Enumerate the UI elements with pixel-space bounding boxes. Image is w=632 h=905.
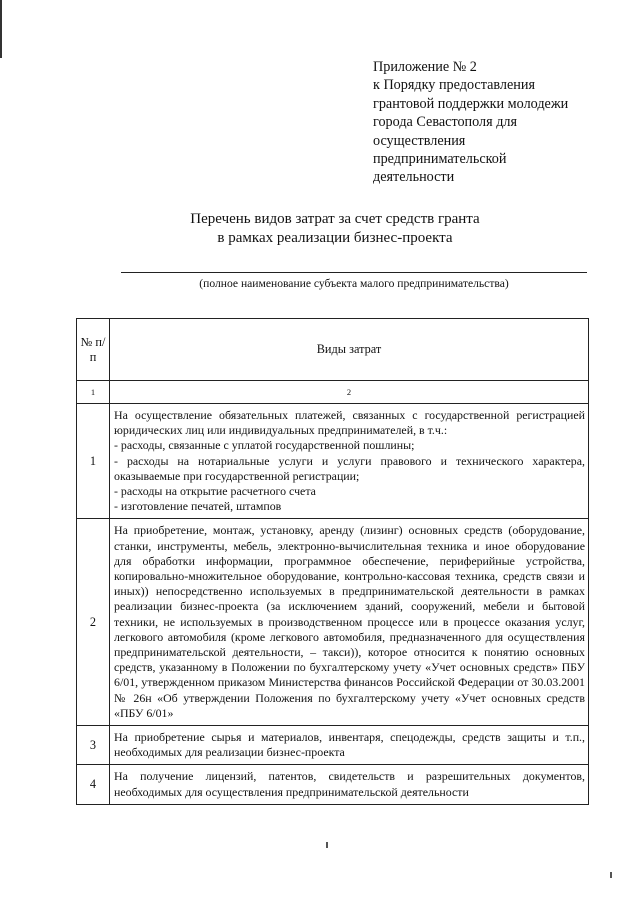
cost-types-table bbox=[76, 318, 589, 805]
row-description bbox=[110, 726, 589, 765]
annex-line: города Севастополя для bbox=[373, 114, 518, 131]
title-line-1: Перечень видов затрат за счет средств гранта bbox=[190, 211, 480, 227]
row-paragraph: На приобретение, монтаж, установку, аренду (лизинг) основных средств (оборудование, станки, инструменты, мебель, электронно-вычислительная техника и иное оборудование для обработки информации, программное обеспечение, периферийные устройства, копировально-множительное оборудование, контрольно-кассовая техника, средств связи и иных)) непосредственно используемых в предпринимательской деятельности в рамках реализации бизнес-проекта (за исключением зданий, сооружений, мебели и бытовой техники, не используемых в производственном процессе или в процессе оказания услуг, легкового автомобиля (кроме легкового автомобиля, предназначенного для осуществления предпринимательской деятельности, – такси)), которое относится к понятию основных средств, указанному в Положении по бухгалтерскому учету «Учет основных средств» ПБУ 6/01, утвержденном приказом Министерства финансов Российской Федерации от 30.03.2001 № 26н «Об утверждении Положения по бухгалтерскому учету «Учет основных средств «ПБУ 6/01» bbox=[114, 523, 585, 720]
title-line-2: в рамках реализации бизнес-проекта bbox=[217, 230, 453, 246]
row-paragraph: - изготовление печатей, штампов bbox=[114, 499, 282, 514]
row-paragraph: - расходы на открытие расчетного счета bbox=[114, 484, 316, 499]
row-number: 1 bbox=[77, 404, 110, 519]
annex-line: грантовой поддержки молодежи bbox=[373, 95, 569, 112]
entity-name-fill-line bbox=[121, 272, 587, 273]
row-paragraph: На осуществление обязательных платежей, связанных с государственной регистрацией юридических лиц или индивидуальных предпринимателей, в т.ч.: bbox=[114, 408, 585, 438]
annex-line: осуществления bbox=[373, 132, 466, 149]
scan-speck bbox=[326, 842, 328, 848]
table-row bbox=[77, 404, 589, 519]
table-index-row bbox=[77, 381, 589, 404]
table-row bbox=[77, 726, 589, 765]
header-type-cell: Виды затрат bbox=[110, 319, 589, 381]
table-row bbox=[77, 765, 589, 804]
table-row bbox=[77, 519, 589, 726]
index-cell-2: 2 bbox=[110, 381, 589, 404]
header-num-cell: № п/п bbox=[77, 319, 110, 381]
scan-edge-mark bbox=[0, 0, 2, 58]
index-cell-1: 1 bbox=[77, 381, 110, 404]
annex-line: Приложение № 2 bbox=[373, 59, 477, 75]
row-number: 2 bbox=[77, 519, 110, 726]
row-description bbox=[110, 404, 589, 519]
row-description bbox=[110, 519, 589, 726]
row-paragraph: - расходы на нотариальные услуги и услуги правового и технического характера, оказываемые при государственной регистрации; bbox=[114, 453, 585, 483]
row-description bbox=[110, 765, 589, 804]
annex-line: деятельности bbox=[373, 169, 455, 186]
annex-heading bbox=[373, 58, 623, 187]
row-number: 4 bbox=[77, 765, 110, 804]
annex-line: предпринимательской bbox=[373, 151, 507, 168]
annex-line: к Порядку предоставления bbox=[373, 77, 535, 94]
row-number: 3 bbox=[77, 726, 110, 765]
row-paragraph: - расходы, связанные с уплатой государственной пошлины; bbox=[114, 438, 415, 453]
scan-speck bbox=[610, 872, 612, 878]
row-paragraph: На получение лицензий, патентов, свидетельств и разрешительных документов, необходимых для осуществления предпринимательской деятельности bbox=[114, 769, 585, 799]
row-paragraph: На приобретение сырья и материалов, инвентаря, спецодежды, средств защиты и т.п., необходимых для реализации бизнес-проекта bbox=[114, 730, 585, 760]
document-title bbox=[120, 210, 550, 248]
entity-name-caption: (полное наименование субъекта малого предпринимательства) bbox=[199, 277, 509, 290]
table-header-row bbox=[77, 319, 589, 381]
